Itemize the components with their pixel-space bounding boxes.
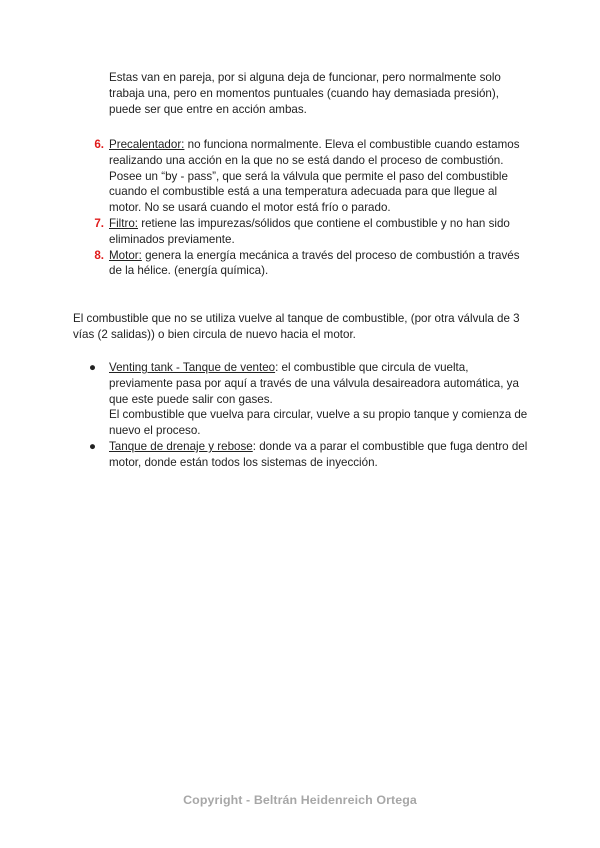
item-text: : el combustible que circula de vuelta, previamente pasa por aquí a través de una válvula desaireadora automática, ya que este puede salir con gases.	[109, 361, 519, 406]
bullet-item-venting-tank	[86, 360, 531, 439]
item-extra: Posee un “by - pass”, que será la válvula que permite el paso del combustible cuando el combustible está a una temperatura adecuada para que llegue al motor. No se usará cuando el motor está frío o parado.	[109, 169, 508, 215]
item-term: Tanque de drenaje y rebose	[109, 439, 253, 453]
item-number: 8.	[94, 248, 104, 262]
bullet-icon: ●	[89, 439, 97, 453]
copyright-footer: Copyright - Beltrán Heidenreich Ortega	[183, 793, 417, 807]
item-term: Precalentador:	[109, 138, 185, 151]
item-body	[109, 439, 531, 471]
item-body	[109, 137, 531, 169]
item-text: no funciona normalmente. Eleva el combustible cuando estamos realizando una acción en la que no se está dando el proceso de combustión.	[109, 138, 520, 167]
item-text: retiene las impurezas/sólidos que contiene el combustible y no han sido eliminados previamente.	[109, 216, 510, 246]
item-body	[109, 216, 531, 248]
item-text: genera la energía mecánica a través del proceso de combustión a través de la hélice. (energía química).	[109, 248, 520, 278]
item-number: 6.	[94, 138, 104, 151]
bullet-list	[86, 360, 531, 471]
list-item-6	[86, 137, 531, 216]
item-term: Motor:	[109, 248, 142, 262]
item-text: : donde va a parar el combustible que fuga dentro del motor, donde están todos los sistemas de inyección.	[109, 439, 528, 469]
item-extra: El combustible que vuelva para circular, vuelve a su propio tanque y comienza de nuevo el proceso.	[109, 408, 528, 438]
continuation-text: Estas van en pareja, por si alguna deja de funcionar, pero normalmente solo trabaja una, pero en momentos puntuales (cuando hay demasiada presión), puede ser que entre en acción ambas.	[109, 71, 501, 116]
body-paragraph: El combustible que no se utiliza vuelve al tanque de combustible, (por otra válvula de 3 vías (2 salidas)) o bien circula de nuevo hacia el motor.	[73, 312, 520, 341]
item-body	[109, 360, 531, 407]
item-number: 7.	[94, 216, 104, 230]
item-body	[109, 248, 531, 280]
item-term: Venting tank - Tanque de venteo	[109, 361, 276, 374]
list-item-8	[86, 248, 531, 280]
bullet-item-drain-tank	[86, 439, 531, 471]
list-item-7	[86, 216, 531, 248]
bullet-icon: ●	[89, 361, 97, 374]
item-term: Filtro:	[109, 216, 138, 230]
numbered-list	[86, 137, 531, 279]
